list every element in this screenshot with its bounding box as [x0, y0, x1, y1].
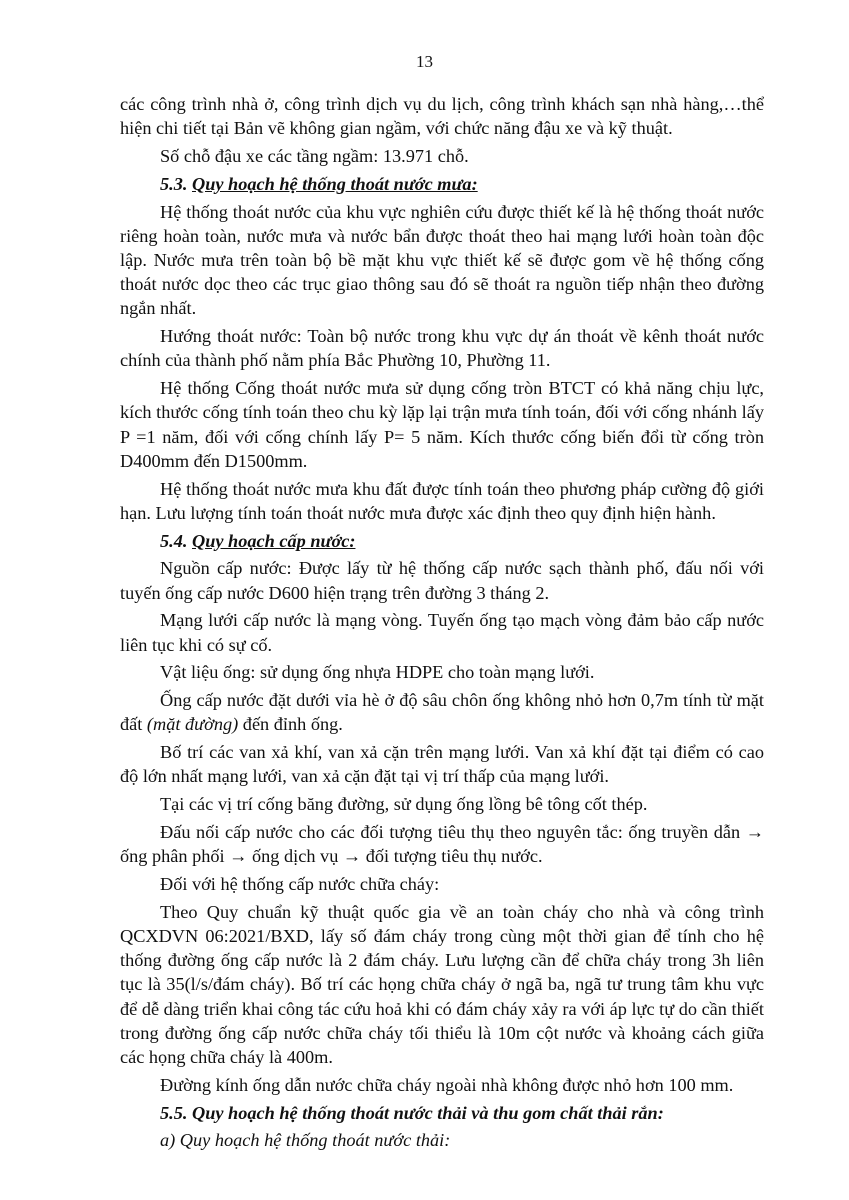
paragraph-fire-water-intro: Đối với hệ thống cấp nước chữa cháy: — [160, 874, 440, 894]
paragraph-drainage-system: Hệ thống thoát nước của khu vực nghiên cứu được thiết kế là hệ thống thoát nước riêng hoàn toàn, nước mưa và nước bẩn được thoát theo hai mạng lưới hoàn toàn độc lập. Nước mưa trên toàn bộ bề mặt khu vực thiết kế sẽ được gom về hệ thống cống thoát nước dọc theo các trục giao thông sau đó sẽ thoát ra nguồn tiếp nhận theo đường ngắn nhất. — [120, 201, 764, 319]
paragraph-drainage-pipes: Hệ thống Cống thoát nước mưa sử dụng cống tròn BTCT có khả năng chịu lực, kích thước cống tính toán theo chu kỳ lặp lại trận mưa tính toán, đối với cống nhánh lấy P =1 năm, đối với cống chính lấy P= 5 năm. Kích thước cống biến đổi từ cống tròn D400mm đến D1500mm. — [120, 378, 764, 471]
section-heading-5-4 — [120, 529, 764, 553]
section-heading-5-5: 5.5. Quy hoạch hệ thống thoát nước thải và thu gom chất thải rắn: — [160, 1102, 664, 1123]
paragraph-connection-principle: Đấu nối cấp nước cho các đối tượng tiêu thụ theo nguyên tắc: ống truyền dẫn → ống phân phối → ống dịch vụ → đối tượng tiêu thụ nước. — [120, 822, 764, 867]
section-heading-5-3 — [120, 172, 764, 196]
paragraph-parking-count: Số chỗ đậu xe các tầng ngầm: 13.971 chỗ. — [160, 146, 469, 166]
paragraph-valves: Bố trí các van xả khí, van xả cặn trên mạng lưới. Van xả khí đặt tại điểm có cao độ lớn nhất mạng lưới, van xả cặn đặt tại vị trí thấp của mạng lưới. — [120, 742, 764, 787]
paragraph-fire-standard: Theo Quy chuẩn kỹ thuật quốc gia về an toàn cháy cho nhà và công trình QCXDVN 06:2021/BXD, lấy số đám cháy trong cùng một thời gian để tính cho hệ thống đường ống cấp nước là 2 đám cháy. Lưu lượng cần để chữa cháy trong 3h liên tục là 35(l/s/đám cháy). Bố trí các họng chữa cháy ở ngã ba, ngã tư trung tâm khu vực để dễ dàng triển khai công tác cứu hoả khi có đám cháy xảy ra với áp lực tự do cần thiết trong đường ống cấp nước chữa cháy tối thiểu là 10m cột nước và khoảng cách giữa các họng chữa cháy là 400m. — [120, 901, 764, 1068]
paragraph-water-source: Nguồn cấp nước: Được lấy từ hệ thống cấp nước sạch thành phố, đấu nối với tuyến ống cấp nước D600 hiện trạng trên đường 3 tháng 2. — [120, 558, 764, 603]
paragraph-pipe-depth — [120, 688, 764, 736]
text-run: Ống cấp nước đặt dưới vỉa hè ở độ sâu chôn ống không nhỏ hơn 0,7m tính từ mặt đất — [120, 690, 764, 735]
section-title: Quy hoạch cấp nước: — [192, 530, 356, 551]
paragraph-water-network: Mạng lưới cấp nước là mạng vòng. Tuyến ống tạo mạch vòng đảm bảo cấp nước liên tục khi có sự cố. — [120, 610, 764, 655]
paragraph-drainage-direction: Hướng thoát nước: Toàn bộ nước trong khu vực dự án thoát về kênh thoát nước chính của thành phố nằm phía Bắc Phường 10, Phường 11. — [120, 326, 764, 371]
document-body — [120, 92, 764, 1156]
page-number: 13 — [416, 52, 433, 71]
paragraph-underground-space: các công trình nhà ở, công trình dịch vụ du lịch, công trình khách sạn nhà hàng,…thể hiện chi tiết tại Bản vẽ không gian ngầm, với chức năng đậu xe và kỹ thuật. — [120, 94, 764, 139]
paragraph-road-crossing: Tại các vị trí cống băng đường, sử dụng ống lồng bê tông cốt thép. — [160, 794, 648, 815]
paragraph-fire-pipe-diameter: Đường kính ống dẫn nước chữa cháy ngoài nhà không được nhỏ hơn 100 mm. — [160, 1074, 734, 1095]
section-number: 5.4. — [160, 530, 188, 551]
paragraph-pipe-material: Vật liệu ống: sử dụng ống nhựa HDPE cho toàn mạng lưới. — [160, 662, 595, 683]
text-run: đến đỉnh ống. — [238, 714, 343, 735]
section-number: 5.3. — [160, 173, 188, 194]
paragraph-drainage-calculation: Hệ thống thoát nước mưa khu đất được tính toán theo phương pháp cường độ giới hạn. Lưu lượng tính toán thoát nước mưa được xác định theo quy định hiện hành. — [120, 478, 764, 523]
subsection-heading-5-5-a: a) Quy hoạch hệ thống thoát nước thải: — [160, 1130, 451, 1151]
section-title: Quy hoạch hệ thống thoát nước mưa: — [192, 173, 478, 194]
italic-text-run: (mặt đường) — [146, 714, 239, 735]
